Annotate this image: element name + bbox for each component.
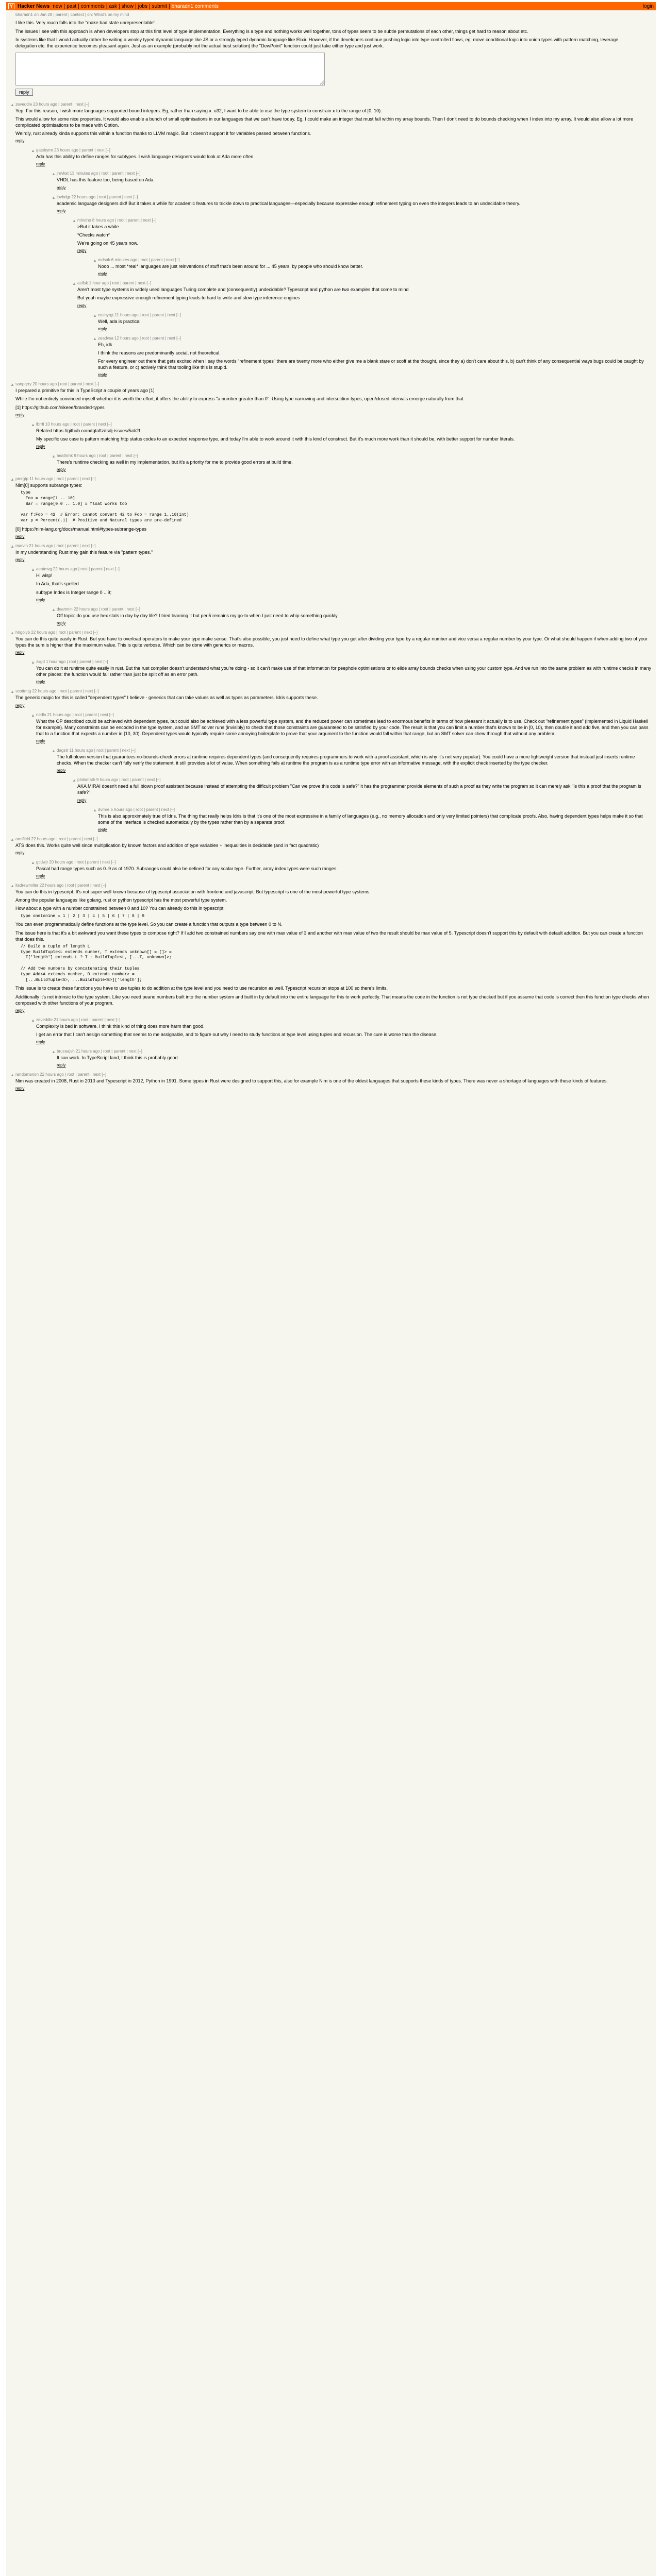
comment-reply-link[interactable]: reply [57, 1063, 66, 1068]
comment-reply-link[interactable]: reply [36, 162, 45, 167]
upvote-arrow-icon[interactable]: ▲ [72, 281, 76, 286]
comment-body [15, 837, 652, 855]
comment-paragraph: But yeah maybe expressive enough refinement typing leads to hard to write and slow type inference engines [77, 295, 300, 301]
upvote-arrow-icon[interactable]: ▲ [52, 1049, 56, 1055]
comment-text [15, 482, 652, 532]
comment [10, 195, 652, 213]
comment-paragraph: Yep. For this reason, I wish more languages supported bound integers. Eg, rather than saying x: u32, I want to be able to use the type system to constrain x to the range of [0, 10). [15, 108, 382, 113]
y-logo-icon[interactable]: Y [8, 3, 14, 9]
comment [10, 477, 652, 539]
comment-reply-link[interactable]: reply [57, 467, 66, 472]
comment-reply-link[interactable]: reply [36, 444, 45, 449]
upvote-arrow-icon[interactable]: ▲ [93, 807, 97, 812]
comment-paragraph: Pascal had range types such as 0..9 as of 1970. Subranges could also be defined for any scalar type. Further, array index types were such ranges. [36, 866, 338, 871]
comment [10, 313, 652, 331]
comment-body [77, 281, 652, 308]
comment-paragraph: There's runtime checking as well in my implementation, but it's a priority for me to provide good errors at build time. [57, 459, 293, 465]
nav-new[interactable]: new [53, 3, 62, 9]
comment [10, 837, 652, 855]
comment-reply-link[interactable]: reply [15, 851, 25, 855]
comment-reply-link[interactable]: reply [36, 874, 45, 879]
comment-header[interactable]: scottmtg 22 hours ago | root | parent | next [–] [15, 689, 99, 694]
story-title: I like this. Very much falls into the "make bad state unrepresentable". [15, 20, 157, 25]
upvote-arrow-icon[interactable]: ▲ [10, 544, 14, 549]
comment-reply-link[interactable]: reply [15, 557, 25, 563]
comment-paragraph: My specific use case is pattern matching http status codes to an expected response type, and today I'm able to work around it with this kind of construct. But it's much more work than it should be, with better support for number literals. [36, 436, 515, 442]
nav-jobs[interactable]: jobs [138, 3, 147, 9]
page-frame [6, 2, 656, 2576]
upvote-arrow-icon[interactable]: ▲ [31, 567, 35, 572]
story-item [6, 10, 656, 99]
comment-header[interactable]: itsdrewmiller 22 hours ago | root | parent | next [–] [15, 883, 106, 888]
comment-body [15, 544, 652, 562]
comment-text [77, 286, 652, 301]
comment-paragraph: It can work. In TypeScript land, I think this is probably good. [57, 1055, 179, 1061]
comment-paragraph: Additionally it's not intrinsic to the type system. Like you need peano numbers built into the number system and built in by default into the entire language for this to work perfectly. That means the code in the function is not type checked but if you assume that code is correct then this function type checks when composed with other functions of your program. [15, 994, 649, 1006]
comment-header[interactable]: zeadvsa 12 hours ago | root | parent | next [–] [98, 335, 181, 341]
comment-body [36, 713, 652, 743]
comment-paragraph: academic language designers did! But it takes a while for academic features to trickle down to practical languages—especially because expressive enough refinement typing on even the integers leads to an undecidable theory. [57, 200, 520, 206]
comment-header[interactable]: zeveddle 23 hours ago | parent | next [–] [15, 101, 89, 107]
comment-header[interactable]: aeatmvg 22 hours ago | root | parent | next [–] [36, 567, 120, 572]
comment-paragraph: This issue is to create these functions you have to use tuples to do addition at the type level and you need to use recursion as well. Typescript recursion stops at 100 so there's limits. [15, 986, 388, 991]
comment-body [15, 102, 652, 144]
comment-body [15, 883, 652, 1013]
comment-body [15, 1072, 652, 1091]
comment-paragraph: This would allow for some nice properties. It would also enable a bunch of small optimisations in our languages that we can't have today. Eg, I could make an integer that must fall within my array bounds. Then I don't need to do bounds checking when I index into my array. It would also allow a lot more complicated optimisations to be made with Option. [15, 116, 634, 128]
comment-reply-link[interactable]: reply [15, 703, 25, 708]
top-bar [6, 2, 656, 10]
comment-reply-link[interactable]: reply [77, 798, 87, 803]
comment-paragraph: I get an error that I can't assign something that seems to me assignable, and to figure out why I need to study functions at type level using tuples and recursion. The cure is worse than the disease. [36, 1031, 438, 1037]
comment-paragraph: [1] https://github.com/nikeee/branded-types [15, 404, 105, 410]
comment-tree [6, 99, 656, 1091]
comment-paragraph: *Checks watch* [77, 232, 110, 238]
upvote-arrow-icon[interactable]: ▲ [52, 607, 56, 612]
comment-body [57, 1049, 652, 1067]
comment-body [77, 777, 652, 802]
comment-header[interactable]: lovbdgr 22 hours ago | root | parent | next [–] [57, 194, 138, 199]
upvote-arrow-icon[interactable]: ▲ [93, 313, 97, 318]
comment-header[interactable]: coshyrgt 11 hours ago | root | parent | next [–] [98, 312, 181, 317]
comment-body [36, 567, 652, 602]
comment-header[interactable]: jhrvkst 13 minutes ago | root | parent | next [–] [57, 171, 141, 176]
comment-body [15, 630, 652, 655]
comment-header[interactable]: lbrrtl 10 hours ago | root | parent | next [–] [36, 421, 112, 427]
comment-reply-link[interactable]: reply [15, 650, 25, 655]
comment [10, 382, 652, 417]
comment-reply-link[interactable]: reply [57, 768, 66, 773]
comment-body [36, 422, 652, 449]
comment [10, 748, 652, 773]
code-block: type onetonine = 1 | 2 | 3 | 4 | 5 | 6 | 7 | 8 | 9 [21, 913, 145, 919]
comment-paragraph: Off topic: do you use hex stats in day by day life? I tried learning it but perl5 remains my go-to when I just need to whip something quickly [57, 613, 338, 618]
comment-paragraph: You can even programmatically define functions at the type level. So you can create a function that outputs a type between 0 to N. [15, 922, 283, 927]
comment-header[interactable]: sanpqrry 20 hours ago | root | parent | next [–] [15, 382, 100, 387]
code-block: // Build a tuple of length L type BuildTuple<L extends number, T extends unknown[] = []> = T['length'] extends L ? T : BuildTuple<L, [...T, unknown]>; // Add two numbers by concatenating their tuples type Add<A extends number, B extends number> = [...BuildTuple<A>, ...BuildTuple<B>]['length']; [21, 944, 172, 982]
upvote-arrow-icon[interactable]: ▲ [31, 422, 35, 427]
comment-header[interactable]: randomanon 22 hours ago | root | parent | next [–] [15, 1072, 107, 1077]
comment-paragraph: The generic magic for this is called "dependent types" I believe - generics that can take values as well as types as parameters. Idris supports these. [15, 695, 318, 701]
comment-header[interactable]: mdsnk 6 minutes ago | root | parent | next [–] [98, 258, 180, 263]
comment-paragraph: [0] https://nim-lang.org/docs/manual.html#types-subrange-types [15, 527, 147, 532]
comment-body [15, 477, 652, 539]
comment-reply-link[interactable]: reply [15, 139, 25, 144]
comment [10, 659, 652, 684]
comment-paragraph: subtype Index is Integer range 0 .. 9; [36, 589, 112, 595]
nav-active-label[interactable]: bharadn1 comments [171, 3, 219, 9]
comment-reply-link[interactable]: reply [98, 326, 107, 331]
upvote-arrow-icon[interactable]: ▲ [31, 860, 35, 865]
upvote-arrow-icon[interactable]: ▲ [10, 689, 14, 694]
reply-form [15, 53, 652, 96]
comment-reply-link[interactable]: reply [36, 1040, 45, 1045]
comment [10, 544, 652, 562]
comment-reply-link[interactable]: reply [77, 303, 87, 308]
comment-paragraph: Nim[0] supports subrange types: [15, 483, 82, 488]
comment-text [57, 613, 652, 619]
upvote-arrow-icon[interactable]: ▲ [72, 218, 76, 223]
comment-body [15, 382, 652, 417]
comment-header[interactable]: mhotho 8 hours ago | root | parent | next [–] [77, 217, 157, 223]
comment-reply-link[interactable]: reply [15, 412, 25, 417]
code-block: type Foo = range[1 .. 10] Bar = range[0.0 .. 1.0] # float works too var f:Foo = 42 # Error: cannot convert 42 to Foo = range 1..10(int) var p = Percent(.1) # Positive and Natural types are pre-defined [21, 490, 189, 523]
comment-text [15, 387, 652, 410]
comment-header[interactable]: philomath 9 hours ago | root | parent | next [–] [77, 777, 161, 783]
comment-body [36, 1018, 652, 1044]
comment-header[interactable]: armfield 22 hours ago | root | parent | next [–] [15, 836, 98, 841]
comment [10, 777, 652, 802]
comment-reply-link[interactable]: reply [36, 597, 45, 602]
comment-paragraph: Nim was created in 2008, Rust in 2010 and Typescript in 2012, Python in 1991. Some types in Rust were designed to support this, also for example Nim is one of the oldest languages that supports these kinds of types. There was never a shortage of languages with these kinds of features. [15, 1078, 608, 1084]
upvote-arrow-icon[interactable]: ▲ [93, 336, 97, 341]
site-name[interactable]: Hacker News [18, 3, 50, 9]
comment [10, 148, 652, 166]
comment-reply-link[interactable]: reply [15, 534, 25, 539]
comment-paragraph: The full-blown version that guarantees no-bounds-check errors at runtime requires dependent types (and consequently requires programmers to work with a proof assistant, which is why it's not very popular). You could have a more lightweight version that instead just inserts runtime checks. When the checker can't fully verify the statement, it still provides a lot of value. When something fails at runtime the program is as a runtime type error with an informative message, with the explicit check inserted by the type checker. [57, 754, 635, 766]
comment-text [98, 263, 652, 269]
comment-text [15, 842, 652, 849]
comment-paragraph: Complexity is bad in software. I think this kind of thing does more harm than good. [36, 1023, 205, 1029]
comment-text [57, 754, 652, 766]
comment-text [98, 813, 652, 825]
comment-paragraph: >But it takes a while [77, 224, 119, 229]
comment-body [15, 689, 652, 707]
comment-text [57, 177, 652, 183]
comment-paragraph: In my understanding Rust may gain this feature via "pattern types." [15, 550, 153, 555]
comment-reply-link[interactable]: reply [15, 1008, 25, 1013]
story-subline[interactable]: bharadn1 on Jan 28 | parent | context | on: What's on my mind [15, 12, 129, 17]
comment [10, 689, 652, 707]
comment-paragraph: I prepared a primitive for this in TypeScript a couple of years ago [1] [15, 388, 155, 394]
comment-text [57, 1055, 652, 1061]
comment-header[interactable]: gatsbymr 23 hours ago | parent | next [–] [36, 148, 110, 153]
upvote-arrow-icon[interactable]: ▲ [31, 148, 35, 154]
comment-body [98, 336, 652, 378]
comment-header[interactable]: bruceajvh 21 hours ago | root | parent | next [–] [57, 1049, 142, 1054]
comment-reply-link[interactable]: reply [36, 739, 45, 744]
comment-paragraph: ATS does this. Works quite well since multiplication by known factors and addition of type variables + inequalities is decidable (and in fact quadratic) [15, 842, 319, 848]
comment [10, 860, 652, 878]
comment-reply-link[interactable]: reply [36, 680, 45, 685]
comment-header[interactable]: zxgd 1 hour ago | root | parent | next [–] [36, 659, 108, 665]
comment-reply-link[interactable]: reply [15, 1086, 25, 1091]
comment [10, 422, 652, 449]
comment-text [77, 783, 652, 795]
comment-body [36, 148, 652, 166]
nav-ask[interactable]: ask [109, 3, 118, 9]
upvote-arrow-icon[interactable]: ▲ [52, 749, 56, 754]
comment [10, 807, 652, 832]
comment-header[interactable]: dvmre 5 hours ago | root | parent | next [–] [98, 807, 175, 812]
comment [10, 883, 652, 1013]
upvote-arrow-icon[interactable]: ▲ [31, 713, 35, 718]
login-link[interactable]: login [642, 3, 654, 9]
comment-paragraph: The issue here is that it's a bit awkward you want these types to compose right? If I add two constrained numbers say one with max value of 3 and another with max value of two the result should be max value of 5. Typescript doesn't support this by default with default addition. But you can create a function that does this. [15, 930, 643, 942]
upvote-arrow-icon[interactable]: ▲ [10, 477, 14, 482]
comment-header[interactable]: dagstr 11 hours ago | root | parent | next [–] [57, 748, 136, 753]
comment-text [36, 665, 652, 677]
comment-paragraph: You can do this quite easily in Rust. But you have to overload operators to make your type make sense. That's also possible, you just need to define what type you get after dividing your type by a regular number and vice versa a regular number by your type. Or what should happen if when adding two of your types the sum is higher than the maximum value. This is quite verbose. Which can be done with generics or macros. [15, 636, 648, 648]
comment-text [15, 889, 652, 1006]
comment-text [15, 108, 652, 137]
upvote-arrow-icon[interactable]: ▲ [31, 1018, 35, 1023]
comment-text [36, 866, 652, 872]
comment-paragraph: Related https://github.com/tgtaftz/tsdj-issues/5ab2f [36, 428, 140, 433]
nav-submit[interactable]: submit [152, 3, 168, 9]
comment-header[interactable]: nedlo 21 hours ago | root | parent | next [–] [36, 712, 114, 717]
comment-text [98, 318, 652, 325]
comment-text [15, 694, 652, 701]
comment-reply-link[interactable]: reply [77, 248, 87, 253]
comment-header[interactable]: marvin 21 hours ago | root | parent | next [–] [15, 544, 96, 549]
nav-links: new | past | comments | ask | show | jobs | submit | bharadn1 comments [53, 3, 219, 9]
upvote-arrow-icon[interactable]: ▲ [10, 1073, 14, 1078]
comment-reply-link[interactable]: reply [98, 372, 107, 378]
comment-body [57, 195, 652, 213]
comment-paragraph: Well, ada is practical [98, 318, 141, 324]
comment-text [36, 428, 652, 442]
comment-text [77, 224, 652, 246]
upvote-arrow-icon[interactable]: ▲ [10, 837, 14, 842]
comment-header[interactable]: hngoivb 22 hours ago | root | parent | next [–] [15, 630, 98, 635]
upvote-arrow-icon[interactable]: ▲ [10, 630, 14, 635]
comment [10, 218, 652, 253]
upvote-arrow-icon[interactable]: ▲ [31, 660, 35, 665]
comment [10, 102, 652, 144]
comment [10, 567, 652, 602]
comment-paragraph: I think the reasons are predominantly social, not theoretical. [98, 350, 221, 355]
comment-paragraph: Aren't most type systems in widely used languages Turing complete and (consequently) undecidable? Typescript and python are two examples that come to mind [77, 287, 409, 293]
comment-header[interactable]: pmrgtp 11 hours ago | root | parent | next [–] [15, 477, 96, 482]
reply-textarea[interactable] [15, 53, 325, 86]
comment [10, 336, 652, 378]
comment-header[interactable]: heathrnk 9 hours ago | root | parent | next [–] [57, 453, 138, 458]
comment-text [36, 572, 652, 595]
comment [10, 713, 652, 743]
comment-reply-link[interactable]: reply [98, 272, 107, 277]
nav-past[interactable]: past [67, 3, 77, 9]
comment [10, 1072, 652, 1091]
comment-paragraph: Among the popular languages like golang, rust or python typescript has the most powerful type system. [15, 897, 227, 903]
comment-paragraph: Hi wisp! [36, 573, 53, 579]
upvote-arrow-icon[interactable]: ▲ [72, 778, 76, 783]
comment-paragraph: Weirdly, rust already kinda supports this within a function thanks to LLVM magic. But it doesn't support it for variables passed between functions. [15, 131, 311, 137]
comment-paragraph: Nooo ... most *real* languages are just reinventions of stuff that's been around for ... 45 years, by people who should know better. [98, 264, 363, 269]
comment-body [77, 218, 652, 253]
comment-paragraph: We're going on 45 years now. [77, 241, 139, 246]
comment-reply-link[interactable]: reply [57, 185, 66, 190]
upvote-arrow-icon[interactable]: ▲ [52, 172, 56, 177]
comment [10, 281, 652, 308]
comment-paragraph: For every engineer out there that gets excited when I say the words "refinement types" there are twenty more who either give me a blank stare or scoff at the thought, since they a) don't care about this, b) can't think of any consequential ways bugs could be caught by such a feature, or c) actively think that tooling like this is stupid. [98, 359, 644, 370]
reply-button[interactable]: reply [15, 89, 33, 96]
comment-paragraph: This is also approximately true of Idris. The thing that really helps Idris is that it's one of the most expressive in a family of languages (e.g., no memory allocation and only very limited pointers) that complicate proofs. Also, having dependent types helps make it so that some of the interface is checked automatically by the types rather than by a separate proof. [98, 813, 643, 825]
comment-paragraph: You can do it at runtime quite easily in rust. But the rust compiler doesn't understand what you're doing - so it can't make use of that information for peephole optimisations or to elide array bounds checks when using your custom type. And we run into the same problem as with runtime checks in many other places: the function would fail rather than just be split off as an error path. [36, 666, 651, 677]
comment [10, 1049, 652, 1067]
comment [10, 630, 652, 655]
comment [10, 258, 652, 276]
comment-text [57, 459, 652, 465]
comment-paragraph: VHDL has this feature too, being based on Ada. [57, 177, 155, 183]
comment-paragraph: You can do this in typescript. It's not super well known because of typescript association with frontend and javascript. But typescript is one of the most powerful type systems. [15, 889, 371, 895]
comment-body [98, 258, 652, 276]
comment-body [57, 171, 652, 190]
comment-header[interactable]: gcdwjr 20 hours ago | root | parent | next [–] [36, 860, 116, 865]
comment-body [57, 607, 652, 625]
upvote-arrow-icon[interactable]: ▲ [10, 382, 14, 387]
comment-text [15, 636, 652, 648]
comment-body [36, 659, 652, 684]
story-text [15, 20, 634, 49]
nav-comments[interactable]: comments [80, 3, 105, 9]
comment-text [15, 549, 652, 555]
comment-text [98, 342, 652, 371]
comment-paragraph: What the OP described could be achieved with dependent types, but could also be achieved with a less powerful type system, and the reduced power can sometimes lead to enormous benefits in terms of how pleasant it actually is to use. Check out "refinement types" (implemented in Liquid Haskell for example). Many constraints can be encoded in the type system, and an SMT solver runs (invisibly) to check that those constraints are guaranteed to be satisfied by your code. The result is that you can limit a number that's known to be in [0, 10), then double it and add five, and then you can pass that to a function that expects a number in [10, 30). Dependent types would typically require some annoying boilerplate to prove that your argument to the function would fall within that range, but an SMT solver can chew through that without any problem. [36, 718, 649, 736]
comment-text [36, 718, 652, 737]
story-paragraph: In systems like that I would actually rather be writing a weakly typed dynamic language like JS or a strongly typed dynamic language like Elixir. However, if the developers continue pushing logic into type controlled flows, eg: move conditional logic into union types with pattern matching, leverage delegation etc. the experience becomes pleasant again. Just as an example (probably not the actual best solution) the "DewPoint" function could just take either type and just work. [15, 37, 619, 49]
comment-body [36, 860, 652, 878]
comment-body [98, 313, 652, 331]
story-paragraph: The issues I see with this approach is when developers stop at this first level of type implementation. Everything is a type and nothing works well together, tons of types seem to be subtle permutations of each other, things get hard to reason about etc. [15, 28, 528, 34]
comment-paragraph: How about a type with a number constrained between 0 and 10? You can already do this in typescript. [15, 906, 225, 911]
comment-reply-link[interactable]: reply [98, 827, 107, 832]
comment [10, 171, 652, 190]
comment-text [57, 200, 652, 207]
comment-header[interactable]: deamnin 22 hours ago | root | parent | next [–] [57, 606, 140, 612]
comment-paragraph: In Ada, that's spelled [36, 581, 79, 587]
upvote-arrow-icon[interactable]: ▲ [93, 258, 97, 263]
upvote-arrow-icon[interactable]: ▲ [52, 195, 56, 200]
nav-show[interactable]: show [121, 3, 134, 9]
comment-text [36, 1023, 652, 1038]
comment-text [36, 154, 652, 160]
comment-paragraph: AKA MIRAI doesn't need a full blown proof assistant because instead of attempting the difficult problem "Can we prove this code is safe?" it has the programmer provide elements of such a proof as they write the program so it can merely ask "Is this a proof that the program is safe?". [77, 784, 641, 795]
comment-body [57, 453, 652, 472]
upvote-arrow-icon[interactable]: ▲ [52, 453, 56, 459]
comment-header[interactable]: aslfsk 1 hour ago | root | parent | next [–] [77, 281, 152, 286]
comment-reply-link[interactable]: reply [57, 620, 66, 625]
comment [10, 607, 652, 625]
comment-body [98, 807, 652, 832]
comment-paragraph: Eh, idk [98, 342, 112, 347]
comment-paragraph: Ada has this ability to define ranges for subtypes. I wish language designers would look at Ada more often. [36, 154, 255, 160]
comment-body [57, 748, 652, 773]
upvote-arrow-icon[interactable]: ▲ [10, 102, 14, 107]
comment-paragraph: While I'm not entirely convinced myself whether it is worth the effort, it offers the ability to express "a number greater than 0". Using type narrowing and intersection types, open/closed intervals emerge naturally from that. [15, 396, 465, 402]
comment-text [15, 1078, 652, 1084]
comment [10, 1018, 652, 1044]
comment-header[interactable]: zeveddle 21 hours ago | root | parent | next [–] [36, 1017, 121, 1022]
comment [10, 453, 652, 472]
comment-reply-link[interactable]: reply [57, 208, 66, 213]
upvote-arrow-icon[interactable]: ▲ [10, 884, 14, 889]
